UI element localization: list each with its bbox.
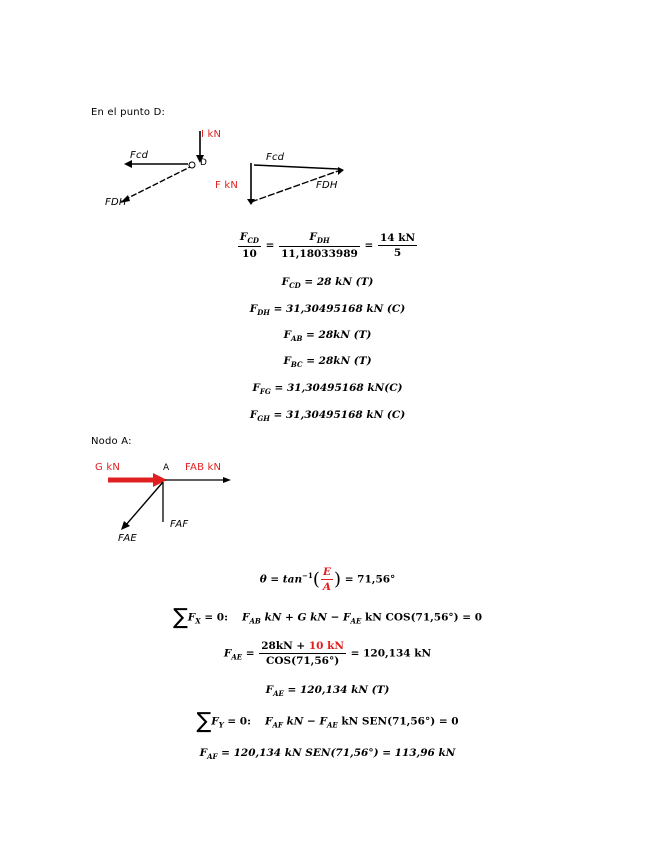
result-fdh: $F_{DH} = 31,30495168$ kN (C): [249, 303, 406, 318]
result-fgh: $F_{GH} = 31,30495168$ kN (C): [249, 409, 406, 424]
result-faf: $F_{AF} = 120,134$ kN SEN(71,56°) = 113,96 kN: [199, 747, 456, 762]
sketch1-fdh-label: FDH: [105, 197, 127, 208]
sum-fy-equation: $\sum F_Y = 0$: $F_{AF}$ kN − $F_{AE}$ kN SEN(71,56°) = 0: [196, 709, 459, 734]
triangle-fcd-side: [254, 165, 338, 169]
sketch3-fae-label: FAE: [118, 533, 137, 544]
sketch3-faf-label: FAF: [170, 519, 189, 530]
sketch1-fcd-label: Fcd: [130, 150, 149, 161]
triangle-fdh-arrowhead: [338, 167, 344, 175]
sketch1-node-label: D: [200, 158, 208, 168]
result-fcd: $F_{CD} = 28$ kN (T): [281, 276, 374, 291]
sketch1-force-top: I kN: [201, 129, 222, 140]
fae-fraction-equation: $F_{AE}$ = $\frac{28kN + 10 kN}{\text{COS(71,56°)}}$ = 120,134 kN: [223, 640, 432, 667]
sketch3-g-label: G kN: [95, 462, 120, 473]
fraction-fdh: $\frac{F_{DH}}{11,18033989}$: [281, 231, 358, 261]
sketch2-fcd-label: Fcd: [266, 152, 285, 163]
result-fae: $F_{AE} = 120,134$ kN (T): [265, 684, 390, 699]
sketch3-fab-label: FAB kN: [185, 462, 222, 473]
fdh-force-line: [124, 167, 190, 200]
free-body-sketch-a: [93, 460, 238, 552]
theta-equation: $\theta = \tan^{-1}$( $\frac{E}{A}$ ) = 71,56°: [259, 566, 396, 593]
fae-force-line: [125, 482, 163, 526]
fab-arrowhead: [223, 477, 231, 483]
section-heading-nodo-a: Nodo A:: [91, 436, 132, 447]
sum-fx-equation: $\sum F_X = 0$: $F_{AB}$ kN + G kN − $F_{AE}$ kN COS(71,56°) = 0: [172, 605, 483, 630]
result-ffg: $F_{FG} = 31,30495168$ kN(C): [252, 382, 403, 397]
result-fbc: $F_{BC} = 28kN$ (T): [283, 355, 372, 370]
result-fab: $F_{AB} = 28kN$ (T): [283, 329, 372, 344]
fraction-ratio: $\frac{14 kN}{5}$: [379, 232, 416, 260]
proportion-equation: $\frac{F_{CD}}{10}$ = $\frac{F_{DH}}{11,18033989}$ = $\frac{14 kN}{5}$: [239, 231, 416, 261]
fraction-fae: $\frac{28kN + 10 kN}{\text{COS(71,56°)}}$: [261, 640, 344, 667]
node-d-point: [189, 162, 195, 168]
section-heading-punto-d: En el punto D:: [91, 107, 166, 118]
sketch3-node-label: A: [163, 463, 170, 473]
sketch2-fdh-label: FDH: [316, 180, 338, 191]
fraction-e-over-a: $\frac{E}{A}$: [322, 566, 332, 593]
fraction-fcd: $\frac{F_{CD}}{10}$: [239, 231, 260, 261]
fcd-arrowhead: [124, 160, 132, 168]
sketch2-force-left: F kN: [215, 180, 239, 191]
